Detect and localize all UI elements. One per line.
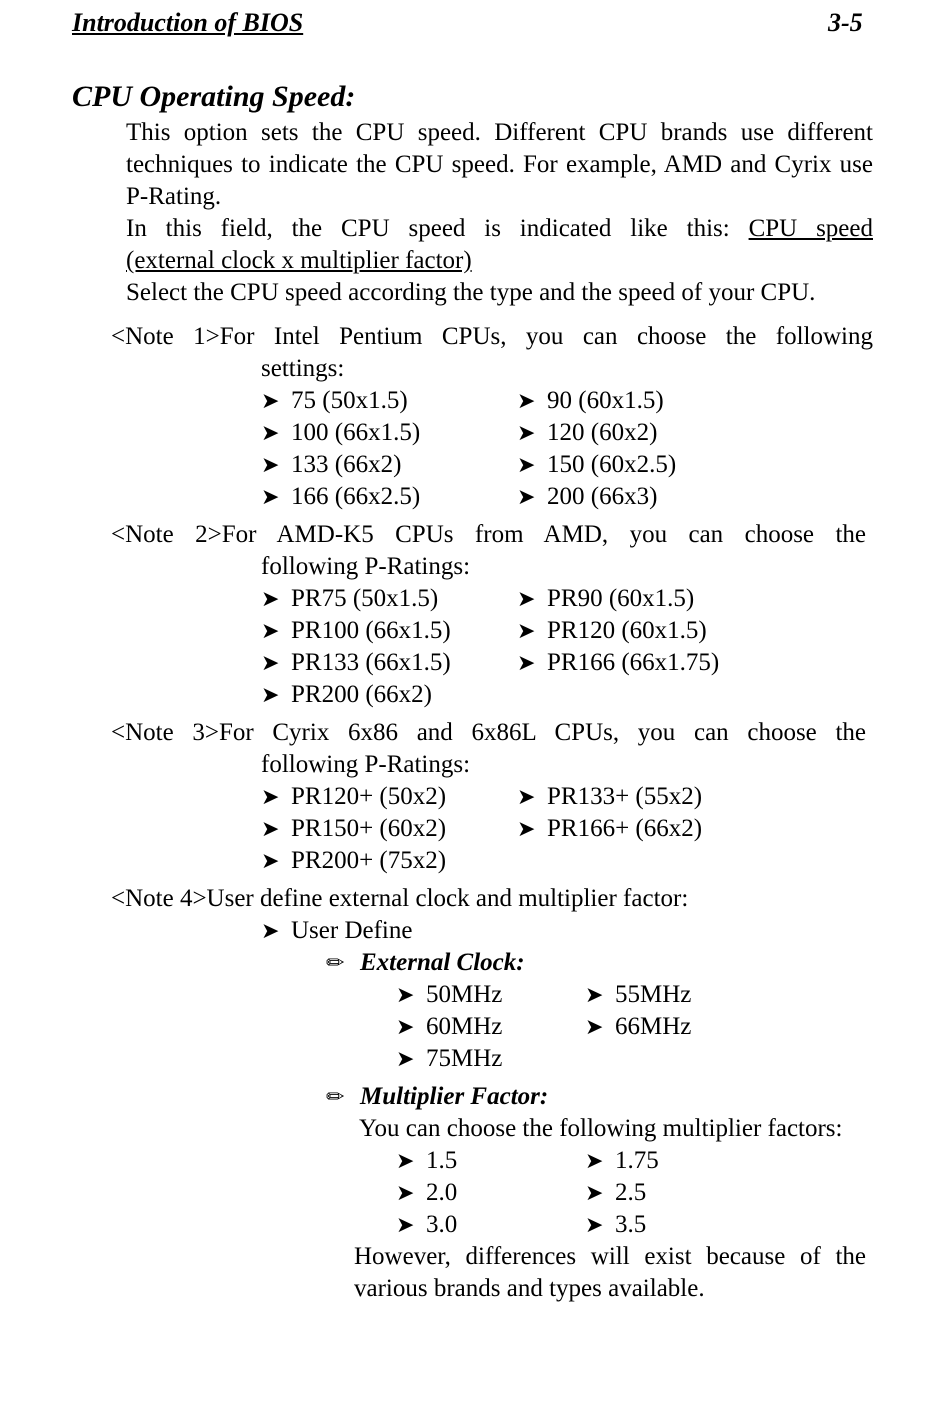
arrowhead-icon: ➤	[261, 453, 280, 478]
arrowhead-icon: ➤	[517, 817, 536, 842]
closing-note-line-1: However, differences will exist because of the	[354, 1243, 866, 1270]
arrowhead-icon: ➤	[517, 651, 536, 676]
note-2-text: <Note 2>For AMD-K5 CPUs from AMD, you can choose the	[111, 521, 866, 548]
list-item: ➤ 133 (66x2)	[261, 449, 401, 482]
running-header-title: Introduction of BIOS	[72, 8, 304, 37]
page-number: 3-5	[828, 8, 863, 37]
multiplier-intro: You can choose the following multiplier factors:	[359, 1115, 843, 1142]
list-item: ➤ PR90 (60x1.5)	[517, 583, 694, 616]
list-item: ➤ 150 (60x2.5)	[517, 449, 676, 482]
list-item: ➤ PR200 (66x2)	[261, 679, 432, 712]
note-4-text: <Note 4>User define external clock and multiplier factor:	[111, 885, 689, 912]
note-3-text: <Note 3>For Cyrix 6x86 and 6x86L CPUs, you can choose the	[111, 719, 866, 746]
arrowhead-icon: ➤	[261, 421, 280, 446]
list-item: ➤ PR150+ (60x2)	[261, 813, 446, 846]
list-item: ➤ 75MHz	[396, 1043, 502, 1076]
arrowhead-icon: ➤	[585, 1213, 604, 1238]
selection-instruction: Select the CPU speed according the type and the speed of your CPU.	[126, 279, 816, 306]
list-item: ➤ User Define	[261, 915, 412, 948]
list-item: ➤ 66MHz	[585, 1011, 691, 1044]
list-item: ➤ PR75 (50x1.5)	[261, 583, 438, 616]
arrowhead-icon: ➤	[517, 619, 536, 644]
list-item: ➤ 50MHz	[396, 979, 502, 1012]
list-item: ➤ 90 (60x1.5)	[517, 385, 664, 418]
arrowhead-icon: ➤	[396, 1149, 415, 1174]
list-item: ➤ 1.5	[396, 1145, 457, 1178]
list-item: ➤ 3.5	[585, 1209, 646, 1242]
arrowhead-icon: ➤	[261, 651, 280, 676]
arrowhead-icon: ➤	[585, 1149, 604, 1174]
arrowhead-icon: ➤	[517, 485, 536, 510]
arrowhead-icon: ➤	[585, 983, 604, 1008]
list-item: ➤ PR200+ (75x2)	[261, 845, 446, 878]
list-item: ➤ 2.0	[396, 1177, 457, 1210]
note-1-continuation: settings:	[261, 355, 345, 382]
multiplier-factor-heading: ✏ Multiplier Factor:	[326, 1081, 548, 1114]
arrowhead-icon: ➤	[396, 1015, 415, 1040]
section-heading: CPU Operating Speed:	[72, 80, 356, 113]
field-description-lead: In this field, the CPU speed is indicated like this:	[126, 215, 749, 242]
arrowhead-icon: ➤	[517, 785, 536, 810]
arrowhead-icon: ➤	[585, 1181, 604, 1206]
note-3-continuation: following P-Ratings:	[261, 751, 471, 778]
list-item: ➤ 200 (66x3)	[517, 481, 657, 514]
list-item: ➤ PR120 (60x1.5)	[517, 615, 707, 648]
field-format-underlined: (external clock x multiplier factor)	[126, 247, 472, 274]
pencil-icon: ✏	[326, 1085, 345, 1110]
arrowhead-icon: ➤	[261, 619, 280, 644]
arrowhead-icon: ➤	[396, 1047, 415, 1072]
arrowhead-icon: ➤	[396, 983, 415, 1008]
arrowhead-icon: ➤	[517, 587, 536, 612]
list-item: ➤ PR133+ (55x2)	[517, 781, 702, 814]
arrowhead-icon: ➤	[396, 1181, 415, 1206]
arrowhead-icon: ➤	[261, 785, 280, 810]
arrowhead-icon: ➤	[261, 817, 280, 842]
closing-note-line-2: various brands and types available.	[354, 1275, 705, 1302]
intro-paragraph: This option sets the CPU speed. Different CPU brands use different techniques to indicate the CPU speed. For example, AMD and Cyrix use P-Rating.	[126, 119, 873, 210]
list-item: ➤ 166 (66x2.5)	[261, 481, 420, 514]
arrowhead-icon: ➤	[517, 453, 536, 478]
list-item: ➤ 55MHz	[585, 979, 691, 1012]
list-item: ➤ PR166 (66x1.75)	[517, 647, 719, 680]
field-description-underlined: CPU speed	[748, 215, 873, 242]
arrowhead-icon: ➤	[396, 1213, 415, 1238]
list-item: ➤ 3.0	[396, 1209, 457, 1242]
note-1-text: <Note 1>For Intel Pentium CPUs, you can choose the following	[111, 323, 873, 350]
list-item: ➤ 1.75	[585, 1145, 659, 1178]
list-item: ➤ 75 (50x1.5)	[261, 385, 408, 418]
external-clock-heading: ✏ External Clock:	[326, 947, 525, 980]
arrowhead-icon: ➤	[517, 389, 536, 414]
arrowhead-icon: ➤	[261, 849, 280, 874]
note-2-continuation: following P-Ratings:	[261, 553, 471, 580]
arrowhead-icon: ➤	[261, 485, 280, 510]
list-item: ➤ 120 (60x2)	[517, 417, 657, 450]
arrowhead-icon: ➤	[517, 421, 536, 446]
arrowhead-icon: ➤	[585, 1015, 604, 1040]
arrowhead-icon: ➤	[261, 587, 280, 612]
list-item: ➤ 2.5	[585, 1177, 646, 1210]
pencil-icon: ✏	[326, 951, 345, 976]
list-item: ➤ PR166+ (66x2)	[517, 813, 702, 846]
list-item: ➤ 100 (66x1.5)	[261, 417, 420, 450]
field-description-line	[126, 213, 873, 245]
list-item: ➤ PR100 (66x1.5)	[261, 615, 451, 648]
list-item: ➤ PR120+ (50x2)	[261, 781, 446, 814]
list-item: ➤ PR133 (66x1.5)	[261, 647, 451, 680]
arrowhead-icon: ➤	[261, 389, 280, 414]
arrowhead-icon: ➤	[261, 919, 280, 944]
arrowhead-icon: ➤	[261, 683, 280, 708]
list-item: ➤ 60MHz	[396, 1011, 502, 1044]
